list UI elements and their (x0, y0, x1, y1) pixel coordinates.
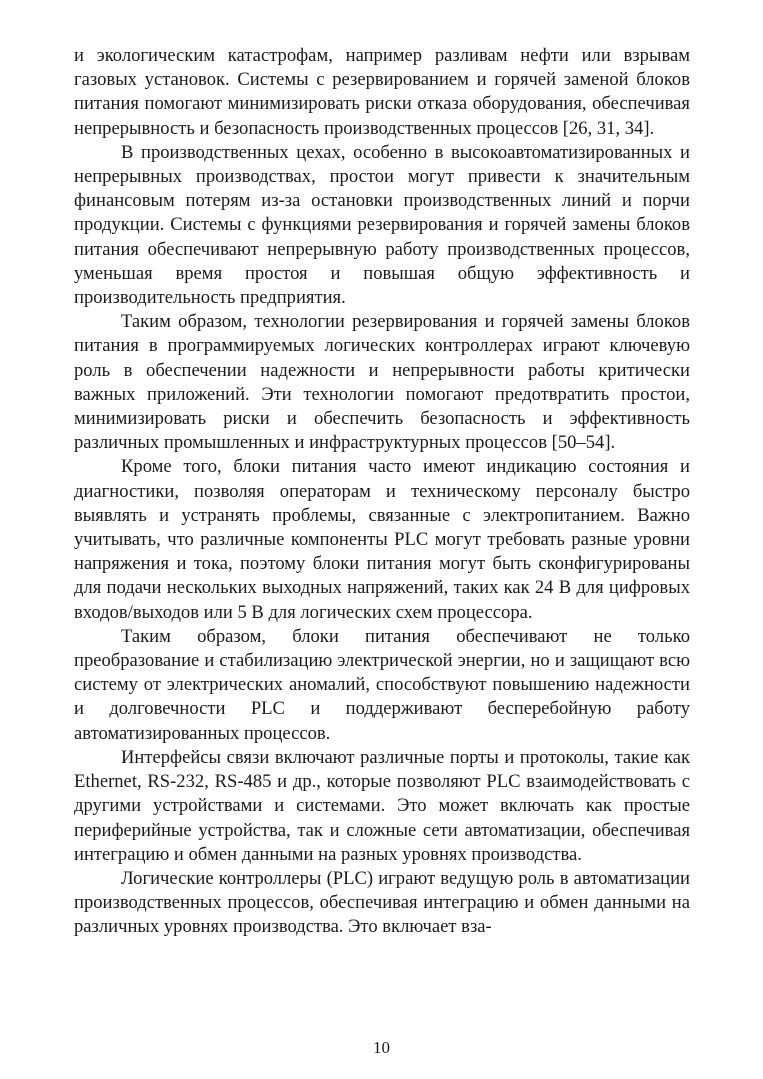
paragraph-redundancy-summary: Таким образом, технологии резервирования и горячей замены блоков питания в программируемых логических контроллерах играют ключевую роль в обеспечении надежности и непрерывности работы критически важных приложений. Эти технологии помогают предотвратить простои, минимизировать риски и обеспечить безопасность и эффективность различных промышленных и инфраструктурных процессов [50–54]. (74, 311, 690, 454)
paragraph-production-downtime: В производственных цехах, особенно в высокоавтоматизированных и непрерывных производствах, простои могут привести к значительным финансовым потерям из-за остановки производственных линий и порчи продукции. Системы с функциями резервирования и горячей замены блоков питания обеспечивают непрерывную работу производственных процессов, уменьшая время простоя и повышая общую эффективность и производительность предприятия. (74, 141, 690, 309)
document-page-body (74, 44, 690, 940)
paragraph-power-supply-summary: Таким образом, блоки питания обеспечивают не только преобразование и стабилизацию электрической энергии, но и защищают всю систему от электрических аномалий, способствуют повышению надежности и долговечности PLC и поддерживают бесперебойную работу автоматизированных процессов. (74, 625, 690, 744)
paragraph-continuation: и экологическим катастрофам, например разливам нефти или взрывам газовых установок. Системы с резервированием и горячей заменой блоков питания помогают минимизировать риски отказа оборудования, обеспечивая непрерывность и безопасность производственных процессов [26, 31, 34]. (74, 45, 690, 139)
paragraph-plc-role: Логические контроллеры (PLC) играют ведущую роль в автоматизации производственных процессов, обеспечивая интеграцию и обмен данными на различных уровнях производства. Это включает вза- (74, 867, 690, 938)
paragraph-communication-interfaces: Интерфейсы связи включают различные порты и протоколы, такие как Ethernet, RS-232, RS-485 и др., которые позволяют PLC взаимодействовать с другими устройствами и системами. Это может включать как простые периферийные устройства, так и сложные сети автоматизации, обеспечивая интеграцию и обмен данными на разных уровнях производства. (74, 746, 690, 865)
paragraph-power-diagnostics: Кроме того, блоки питания часто имеют индикацию состояния и диагностики, позволяя операторам и техническому персоналу быстро выявлять и устранять проблемы, связанные с электропитанием. Важно учитывать, что различные компоненты PLC могут требовать разные уровни напряжения и тока, поэтому блоки питания могут быть сконфигурированы для подачи нескольких выходных напряжений, таких как 24 В для цифровых входов/выходов или 5 В для логических схем процессора. (74, 456, 690, 623)
page-number: 10 (373, 1038, 390, 1057)
